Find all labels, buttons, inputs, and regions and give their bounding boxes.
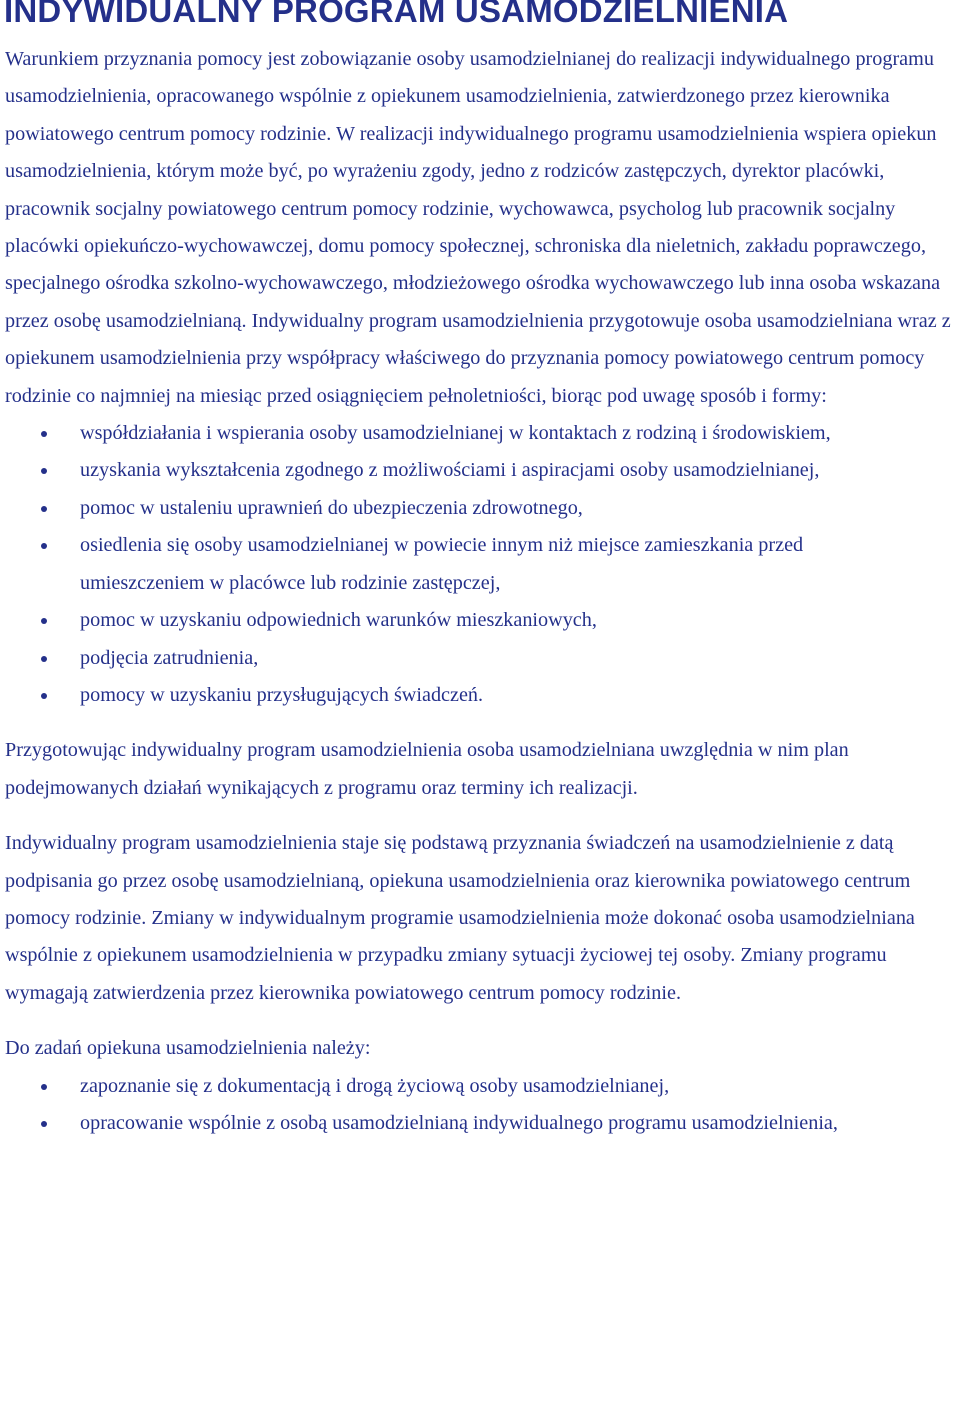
paragraph-tasks-heading: Do zadań opiekuna usamodzielnienia należy:: [5, 1037, 371, 1060]
bullet-icon: [41, 1084, 47, 1090]
list-item: [0, 640, 880, 677]
bullet-icon: [41, 656, 47, 662]
document-title: INDYWIDUALNY PROGRAM USAMODZIELNIENIA: [4, 0, 789, 29]
bullet-icon: [41, 543, 47, 549]
list-item-text: pomoc w uzyskaniu odpowiednich warunków mieszkaniowych,: [80, 609, 597, 632]
bullet-icon: [41, 693, 47, 699]
list-item-text: pomocy w uzyskaniu przysługujących świadczeń.: [80, 683, 484, 706]
list-item-text: osiedlenia się osoby usamodzielnianej w powiecie innym niż miejsce zamieszkania przed umieszczeniem w placówce lub rodzinie zastępczej,: [80, 534, 804, 594]
list-item: [0, 1105, 880, 1142]
bullet-icon: [41, 431, 47, 437]
forms-of-support-list: [0, 415, 960, 714]
list-item: [0, 527, 880, 602]
paragraph-basis: Indywidualny program usamodzielnienia staje się podstawą przyznania świadczeń na usamodzielnienie z datą podpisania go przez osobę usamodzielnianą, opiekuna usamodzielnienia oraz kierownika powiatowego centrum pomocy rodzinie. Zmiany w indywidualnym programie usamodzielnienia może dokonać osoba usamodzielniana wspólnie z opiekunem usamodzielnienia w przypadku zmiany sytuacji życiowej tej osoby. Zmiany programu wymagają zatwierdzenia przez kierownika powiatowego centrum pomocy rodzinie.: [5, 832, 915, 1004]
guardian-tasks-list: [0, 1068, 960, 1143]
list-item-text: pomoc w ustaleniu uprawnień do ubezpieczenia zdrowotnego,: [80, 496, 583, 519]
paragraph-intro: Warunkiem przyznania pomocy jest zobowiązanie osoby usamodzielnianej do realizacji indywidualnego programu usamodzielnienia, opracowanego wspólnie z opiekunem usamodzielnienia, zatwierdzonego przez kierownika powiatowego centrum pomocy rodzinie. W realizacji indywidualnego programu usamodzielnienia wspiera opiekun usamodzielnienia, którym może być, po wyrażeniu zgody, jedno z rodziców zastępczych, dyrektor placówki, pracownik socjalny powiatowego centrum pomocy rodzinie, wychowawca, psycholog lub pracownik socjalny placówki opiekuńczo-wychowawczej, domu pomocy społecznej, schroniska dla nieletnich, zakładu poprawczego, specjalnego ośrodka szkolno-wychowawczego, młodzieżowego ośrodka wychowawczego lub inna osoba wskazana przez osobę usamodzielnianą. Indywidualny program usamodzielnienia przygotowuje osoba usamodzielniana wraz z opiekunem usamodzielnienia przy współpracy właściwego do przyznania pomocy powiatowego centrum pomocy rodzinie co najmniej na miesiąc przed osiągnięciem pełnoletniości, biorąc pod uwagę sposób i formy:: [5, 48, 951, 407]
list-item: [0, 490, 880, 527]
list-item: [0, 1068, 880, 1105]
list-item-text: zapoznanie się z dokumentacją i drogą życiową osoby usamodzielnianej,: [80, 1074, 670, 1097]
list-item: [0, 452, 880, 489]
list-item: [0, 415, 880, 452]
bullet-icon: [41, 1121, 47, 1127]
list-item-text: współdziałania i wspierania osoby usamodzielnianej w kontaktach z rodziną i środowiskiem,: [80, 422, 831, 445]
list-item-text: podjęcia zatrudnienia,: [80, 646, 259, 669]
list-item-text: opracowanie wspólnie z osobą usamodzielnianą indywidualnego programu usamodzielnienia,: [80, 1111, 838, 1134]
bullet-icon: [41, 506, 47, 512]
bullet-icon: [41, 618, 47, 624]
list-item: [0, 677, 880, 714]
paragraph-plan: Przygotowując indywidualny program usamodzielnienia osoba usamodzielniana uwzględnia w nim plan podejmowanych działań wynikających z programu oraz terminy ich realizacji.: [5, 739, 849, 799]
list-item: [0, 602, 880, 639]
list-item-text: uzyskania wykształcenia zgodnego z możliwościami i aspiracjami osoby usamodzielnianej,: [80, 459, 820, 482]
bullet-icon: [41, 468, 47, 474]
